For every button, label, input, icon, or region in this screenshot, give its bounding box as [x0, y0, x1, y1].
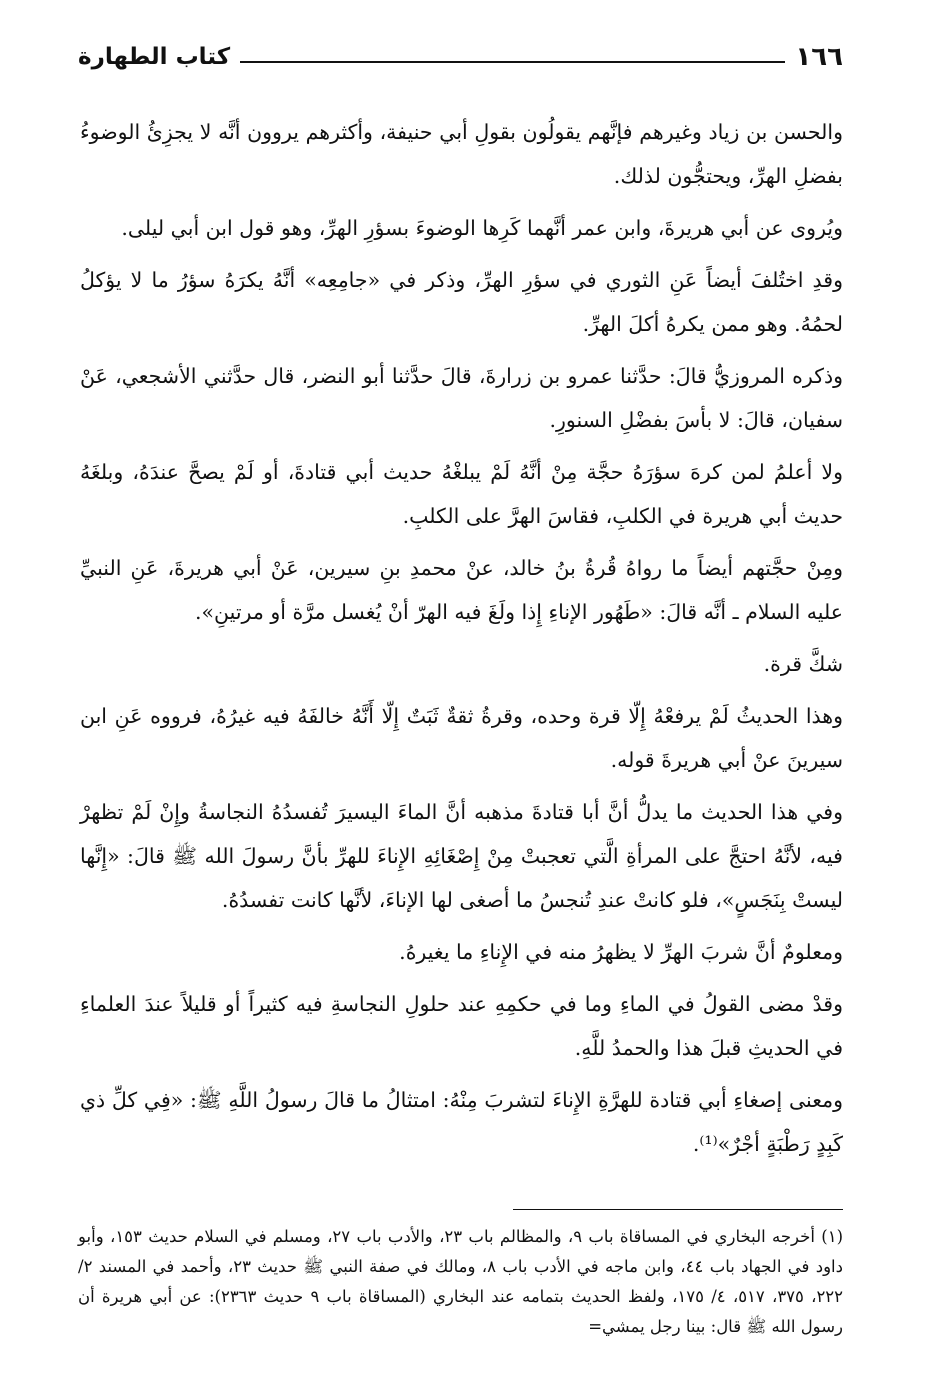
footnote-separator: [513, 1209, 843, 1210]
header-rule: [240, 61, 785, 63]
paragraph: وقدْ مضى القولُ في الماءِ وما في حكمِهِ عند حلولِ النجاسةِ فيه كثيراً أو قليلاً عندَ العلماءِ في الحديثِ قبلَ هذا والحمدُ للَّهِ.: [80, 992, 843, 1060]
page-number: ١٦٦: [795, 42, 843, 72]
paragraph: ومِنْ حجَّتهم أيضاً ما رواهُ قُرةُ بنُ خالد، عنْ محمدِ بنِ سيرين، عَنْ أبي هريرةَ، عَنِ النبيِّ عليه السلام ـ أنَّه قالَ: «طَهُور الإناءِ إِذا ولَغَ فيه الهرّ أنْ يُغسل مرَّة أو مرتينِ».: [80, 556, 843, 624]
paragraph: وقدِ اختُلفَ أيضاً عَنِ الثوري في سؤرِ الهرِّ، وذكر في «جامِعِه» أنَّهُ يكرَهُ سؤرُ ما لا يؤكلُ لحمُهُ. وهو ممن يكرهُ أكلَ الهرِّ.: [80, 268, 843, 336]
section-title: كتاب الطهارة: [78, 44, 231, 70]
paragraph: ومعلومٌ أنَّ شربَ الهرِّ لا يظهرُ منه في الإِناءِ ما يغيرهُ.: [399, 940, 843, 964]
main-text: [80, 110, 843, 1174]
paragraph: والحسن بن زياد وغيرهم فإنَّهم يقولُون بقولِ أبي حنيفة، وأكثرهم يروون أنَّه لا يجزِئُ الوضوءُ بفضلِ الهرِّ، ويحتجُّون لذلك.: [80, 120, 843, 188]
running-head: [78, 28, 843, 72]
paragraph: شكَّ قرة.: [763, 652, 843, 676]
paragraph: وذكره المروزيُّ قالَ: حدَّثنا عمرو بن زرارةَ، قالَ حدَّثنا أبو النضر، قال حدَّثني الأشجعي، عَنْ سفيان، قالَ: لا بأسَ بفضْلِ السنورِ.: [80, 364, 843, 432]
paragraph: ويُروى عن أبي هريرةَ، وابن عمر أنَّهما كَرِها الوضوءَ بسؤرِ الهرِّ، وهو قول ابن أبي ليلى.: [121, 216, 843, 240]
footnote: (١) أخرجه البخاري في المساقاة باب ٩، والمظالم باب ٢٣، والأدب باب ٢٧، ومسلم في السلام حديث ١٥٣، وأبو داود في الجهاد باب ٤٤، وابن ماجه في الأدب باب ٨، ومالك في صفة النبي ﷺ حديث ٢٣، وأحمد في المسند ٢/ ٢٢٢، ٣٧٥، ٥١٧، ٤/ ١٧٥، ولفظ الحديث بتمامه عند البخاري (المساقاة باب ٩ حديث ٢٣٦٣): عن أبي هريرة أن رسول الله ﷺ قال: بينا رجل يمشي=: [78, 1227, 844, 1336]
paragraph: ومعنى إصغاءِ أبي قتادة للهرَّةِ الإِناءَ لتشربَ مِنْهُ: امتثالُ ما قالَ رسولُ اللَّهِ ﷺ: «فِي كلِّ ذي كَبِدٍ رَطْبَةٍ أجْرٌ»⁽¹⁾.: [80, 1088, 843, 1156]
paragraph: وفي هذا الحديث ما يدلُّ أنَّ أبا قتادةَ مذهبه أنَّ الماءَ اليسيرَ تُفسدُهُ النجاسةُ وإِنْ لَمْ تظهرْ فيه، لأنَّهُ احتجَّ على المرأةِ الَّتي تعجبتْ مِنْ إِصْغَائِهِ الإِناءَ للهرِّ بأنَّ رسولَ الله ﷺ قالَ: «إِنَّها ليستْ بِنَجَسٍ»، فلو كانتْ عندِ تُنجسُ ما أصغى لها الإناءَ، لأنَّها كانت تفسدُهُ.: [80, 800, 843, 912]
paragraph: وهذا الحديثُ لَمْ يرفعْهُ إِلّا قرة وحده، وقرةُ ثقةٌ ثَبَتٌ إِلّا أَنَّهُ خالفَهُ فيه غيرُهُ، فرووه عَنِ ابن سيرينَ عنْ أبي هريرةَ قوله.: [80, 704, 843, 772]
footnotes: [78, 1222, 843, 1342]
paragraph: ولا أعلمُ لمن كرهَ سؤرَهُ حجَّة مِنْ أنَّهُ لَمْ يبلغْهُ حديث أبي قتادةَ، أو لَمْ يصحَّ عندَهُ، وبلغَهُ حديث أبي هريرة في الكلبِ، فقاسَ الهرَّ على الكلبِ.: [80, 460, 843, 528]
